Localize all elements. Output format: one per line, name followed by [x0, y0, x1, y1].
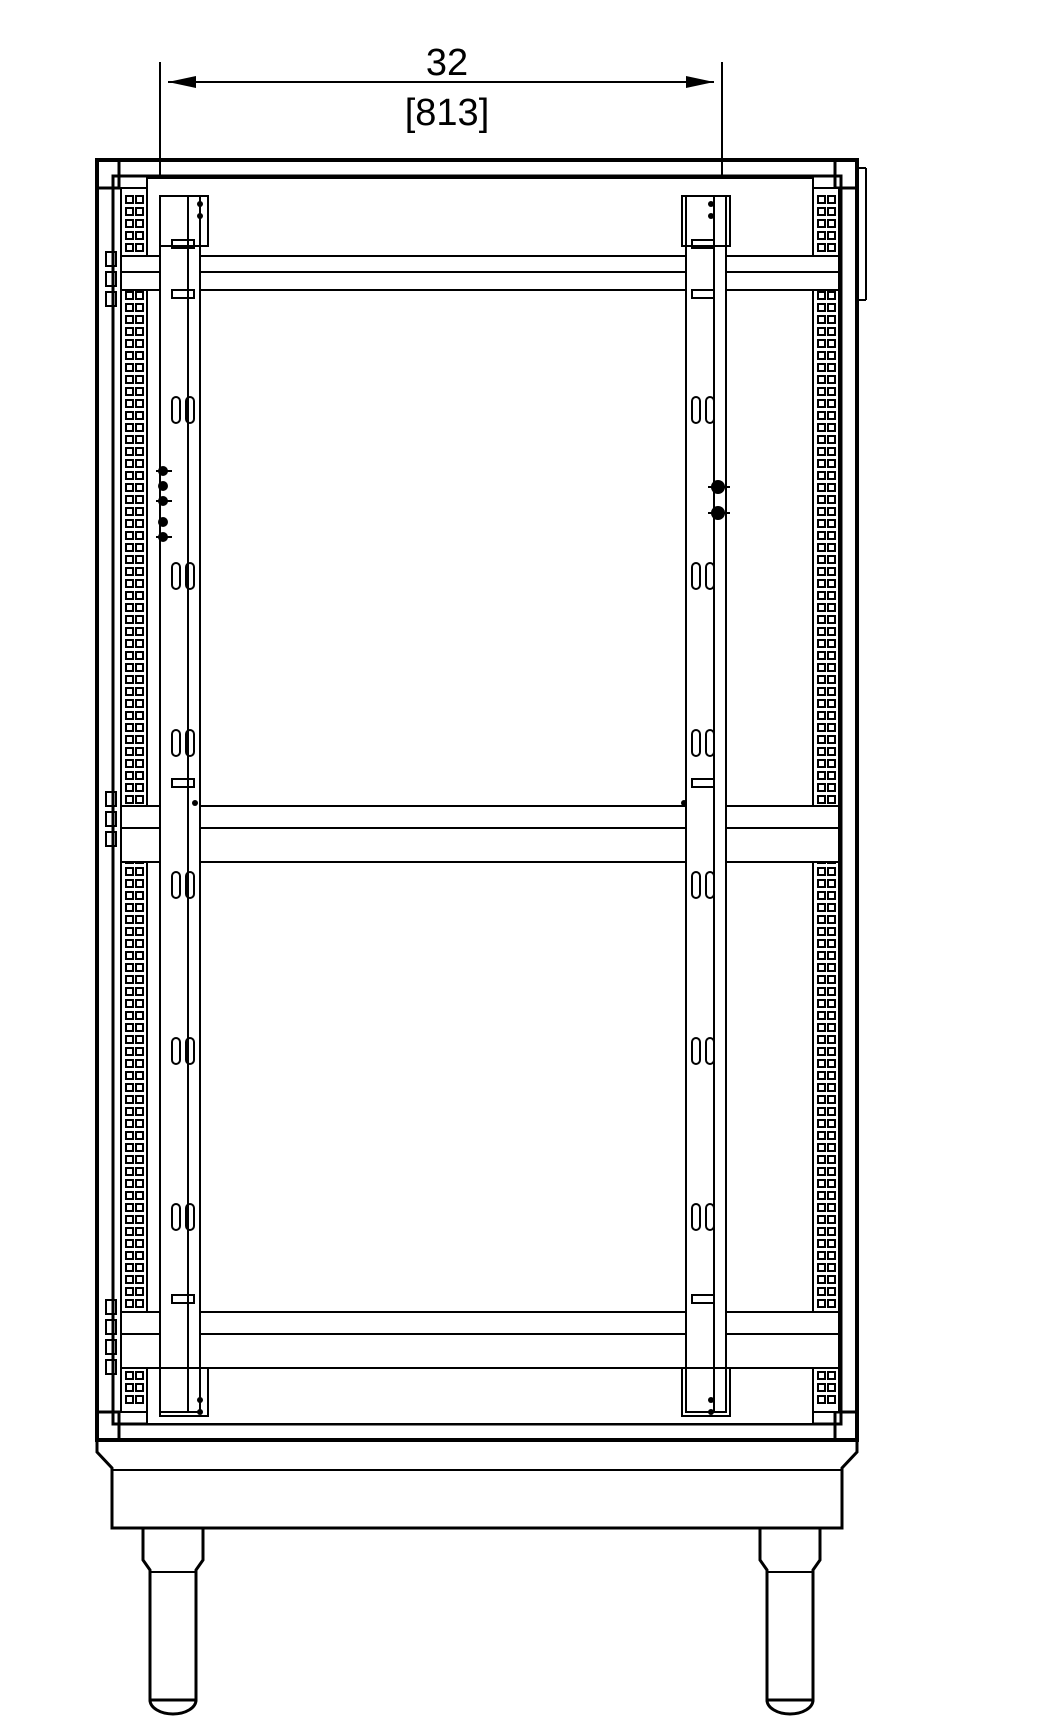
corner-post-top-right [835, 160, 857, 188]
rail-hole [192, 800, 198, 806]
bracket-hole [708, 201, 714, 207]
bottom-cross-member [121, 1312, 839, 1424]
caster-right-wheel [767, 1700, 813, 1714]
bracket-hole [708, 1397, 714, 1403]
bracket-hole [708, 1409, 714, 1415]
vertical-mounting-rail-left [156, 196, 208, 1416]
middle-cross-member [121, 806, 839, 862]
plinth-outline [97, 1440, 857, 1528]
dimension-value-inches: 32 [425, 42, 469, 84]
corner-post-bottom-right [835, 1412, 857, 1440]
caster-right-body [760, 1528, 820, 1700]
bracket-hole [197, 1409, 203, 1415]
base-plinth [97, 1440, 857, 1528]
middle-member-lower [121, 828, 839, 862]
cabinet-outline [97, 160, 866, 1440]
bracket-hole [197, 213, 203, 219]
top-cross-member [121, 178, 839, 290]
bracket-hole [197, 201, 203, 207]
caster-left-wheel [150, 1700, 196, 1714]
cabinet-outer-frame [97, 160, 857, 1440]
bracket-hole [708, 213, 714, 219]
bottom-member-lower [121, 1334, 839, 1368]
perforated-side-panel-right [813, 188, 839, 1412]
caster-left-body [143, 1528, 203, 1700]
corner-post-bottom-left [97, 1412, 119, 1440]
bottom-member-upper [121, 1312, 839, 1334]
middle-member-upper [121, 806, 839, 828]
perforated-side-panel-left [121, 188, 147, 1412]
dimension-value-mm: [813] [404, 92, 490, 134]
caster-right [760, 1528, 820, 1714]
arrowhead-left [168, 76, 196, 88]
cabinet-inner-frame [113, 176, 841, 1424]
right-rail-body [686, 196, 726, 1412]
rail-hole [681, 800, 687, 806]
bracket-hole [197, 1397, 203, 1403]
caster-left [143, 1528, 203, 1714]
arrowhead-right [686, 76, 714, 88]
corner-post-top-left [97, 160, 119, 188]
vertical-mounting-rail-right [681, 196, 730, 1416]
